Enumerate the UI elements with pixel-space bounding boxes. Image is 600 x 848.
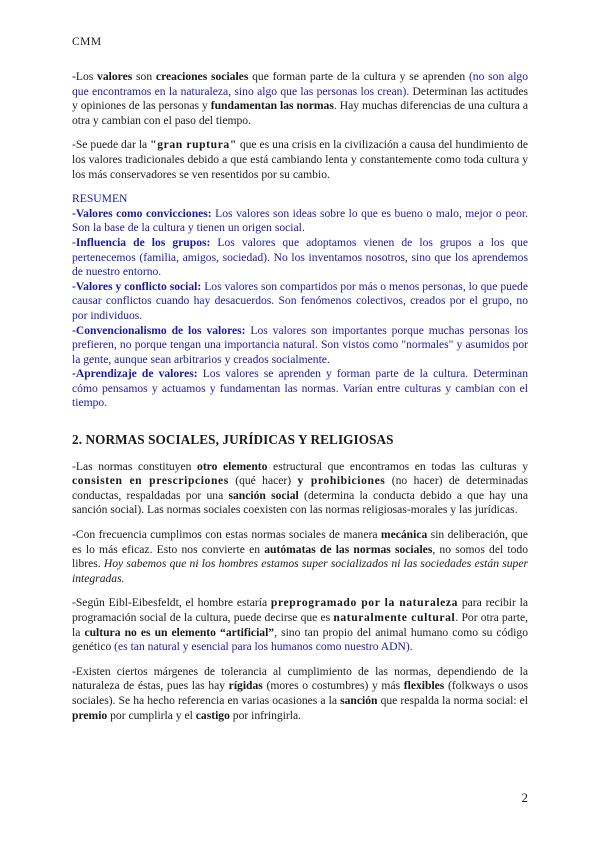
bold-text: flexibles — [403, 679, 445, 693]
text: -Según Eibl-Eibesfeldt, el hombre estaría — [72, 596, 271, 610]
resumen-item — [72, 207, 528, 236]
page-number: 2 — [521, 790, 528, 805]
highlight-note: (es tan natural y esencial para los humanos como nuestro ADN) — [114, 640, 410, 654]
bold-text: valores — [97, 70, 133, 83]
bold-text: cultura no es un elemento “artificial” — [84, 625, 275, 639]
paragraph-eibl-eibesfeldt — [72, 596, 528, 654]
italic-text: Hoy sabemos que ni los hombres estamos super socializados ni las sociedades están super integradas. — [72, 557, 528, 585]
bold-text: consisten en prescripciones — [72, 474, 229, 488]
text: (no hacer) de determinadas conductas, respaldadas por una — [72, 474, 528, 502]
bold-text: y prohibiciones — [297, 474, 386, 488]
text: sin deliberación, que es lo más eficaz. Esto nos convierte en — [72, 528, 528, 556]
text: (mores o costumbres) y más — [262, 679, 404, 693]
bold-text: mecánica — [380, 528, 428, 542]
resumen-text: Los valores son ideas sobre lo que es bueno o malo, mejor o peor. Son la base de la cultura y tienen un origen social. — [72, 206, 528, 235]
text: que es una crisis en la civilización a causa del hundimiento de los valores tradicionales debido a que está cambiando lenta y constantemente como toda cultura y los más conservadores se ven resentidos por su cambio. — [72, 138, 529, 181]
bold-text: premio — [72, 708, 108, 722]
resumen-term: -Aprendizaje de valores: — [72, 367, 198, 381]
text: para recibir la programación social de la cultura, puede decirse que es — [72, 596, 529, 624]
text: . — [409, 640, 413, 654]
text: son — [132, 70, 156, 83]
text: -Existen ciertos márgenes de tolerancia al cumplimiento de las normas, dependiendo de la naturaleza de éstas, pues las hay — [72, 664, 528, 693]
text: . Por otra parte, la — [72, 611, 529, 639]
resumen-text: Los valores se aprenden y forman parte de la cultura. Determinan cómo pensamos y actuamos y fundamentan las normas. Varían entre culturas y cambian con el tiempo. — [72, 367, 528, 410]
resumen-text: Los valores que adoptamos vienen de los grupos a los que pertenecemos (familia, amigos, sociedad). No los inventamos nosotros, sino que los aprendemos de nuestro entorno. — [72, 235, 529, 279]
text: , sino tan propio del animal humano como su código genético — [72, 625, 528, 654]
text: -Se puede dar la — [72, 138, 151, 152]
highlight-note: (no son algo que encontramos en la naturaleza, sino algo que las personas los crean) — [72, 70, 529, 98]
text: que respalda la norma social: el — [377, 693, 528, 707]
resumen-item — [72, 236, 528, 280]
text: -Los — [72, 70, 98, 83]
page-header: CMM — [72, 36, 102, 48]
text: (folkways o usos sociales). Se ha hecho referencia en varias ocasiones a la — [72, 679, 528, 707]
bold-text: naturalmente cultural — [333, 611, 456, 624]
resumen-item — [72, 324, 528, 368]
text: (determina la conducta debido a que hay una sanción social). Las normas sociales coexisten con las normas religiosas-morales y las jurídicas. — [72, 488, 528, 517]
bold-text: rígidas — [228, 679, 263, 693]
bold-text: castigo — [195, 708, 230, 722]
document-body — [72, 70, 528, 733]
resumen-term: -Valores como convicciones: — [72, 206, 212, 220]
bold-text: "gran ruptura" — [150, 138, 237, 152]
text: . Determinan las actitudes y opiniones de las personas y — [72, 84, 529, 113]
paragraph-normas — [72, 460, 528, 518]
resumen-block — [72, 192, 528, 411]
resumen-term: -Valores y conflicto social: — [72, 279, 202, 293]
text: que forman parte de la cultura y se aprenden — [248, 70, 469, 83]
bold-text: otro elemento — [197, 459, 268, 473]
bold-text: sanción social — [228, 488, 299, 502]
bold-text: fundamentan las normas — [210, 99, 334, 113]
text: por infringirla. — [229, 708, 302, 722]
text: -Con frecuencia cumplimos con estas normas sociales de manera — [72, 528, 381, 542]
bold-text: sanción — [340, 693, 378, 707]
bold-text: creaciones sociales — [155, 70, 249, 83]
resumen-item — [72, 367, 528, 411]
paragraph-tolerancia — [72, 665, 528, 723]
resumen-text: Los valores son compartidos por más o menos personas, lo que puede causar conflictos cuando hay desacuerdos. Son fenómenos colectivos, creados por el grupo, no por individuos. — [72, 279, 528, 322]
section-title: 2. NORMAS SOCIALES, JURÍDICAS Y RELIGIOSAS — [72, 432, 394, 448]
paragraph-mecanica — [72, 528, 528, 586]
text: , no somos del todo libres. — [72, 542, 529, 571]
paragraph-gran-ruptura — [72, 138, 528, 182]
resumen-term: -Convencionalismo de los valores: — [72, 323, 246, 337]
text: -Las normas constituyen — [72, 459, 198, 473]
resumen-title: RESUMEN — [72, 192, 128, 206]
text: por cumplirla y el — [107, 708, 196, 722]
bold-text: preprogramado por la naturaleza — [270, 596, 459, 610]
resumen-term: -Influencia de los grupos: — [72, 235, 211, 249]
paragraph-valores — [72, 70, 528, 128]
text: . Hay muchas diferencias de una cultura a otra y cambian con el paso del tiempo. — [72, 99, 528, 127]
resumen-text: Los valores son importantes porque muchas personas los prefieren, no porque tengan una importancia natural. Son vistos como "normales" y asumidos por la gente, aunque sean arbitrarios y creados socialmente. — [72, 323, 529, 366]
text: (qué hacer) — [228, 474, 298, 488]
text: estructural que encontramos en todas las culturas y — [267, 459, 528, 473]
resumen-item — [72, 280, 528, 324]
bold-text: autómatas de las normas sociales — [264, 542, 433, 556]
